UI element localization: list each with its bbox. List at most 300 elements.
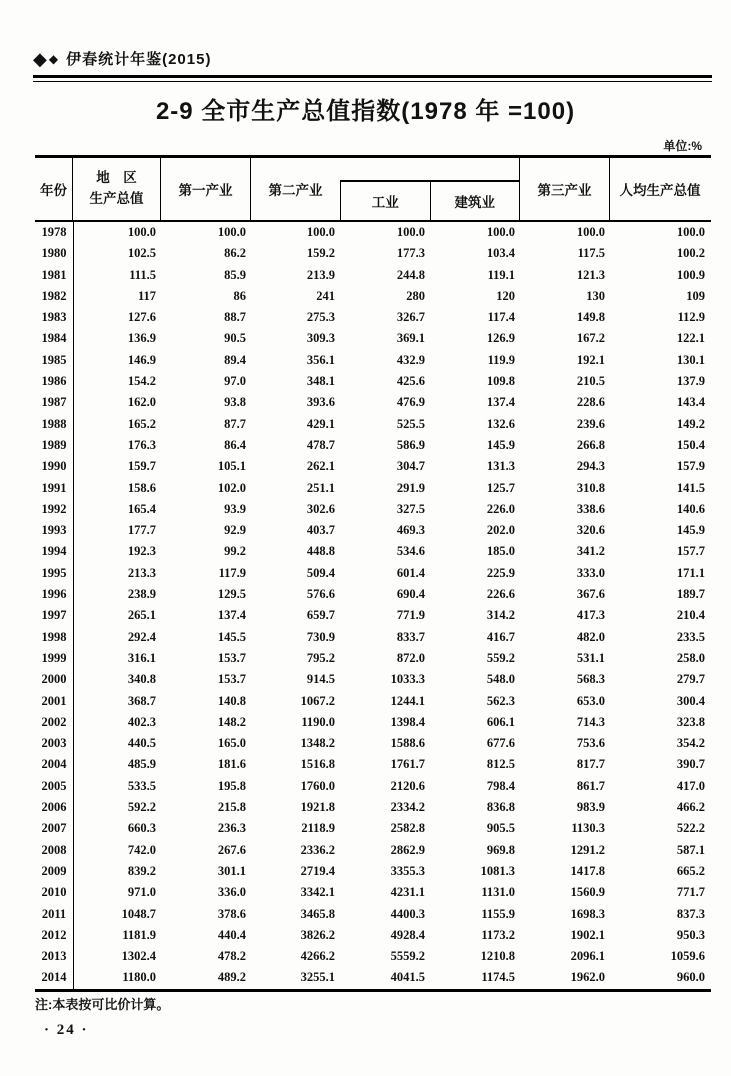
year-cell: 1978 <box>35 222 74 243</box>
table-row <box>35 265 711 286</box>
value-cell: 192.3 <box>127 544 156 559</box>
value-cell: 4400.3 <box>390 906 425 921</box>
value-cell: 86 <box>233 288 246 303</box>
value-cell: 587.1 <box>676 842 705 857</box>
value-cell: 165.0 <box>217 736 246 751</box>
value-cell: 1174.5 <box>481 970 515 985</box>
value-cell: 130.1 <box>676 352 705 367</box>
value-cell: 100.0 <box>127 225 156 239</box>
year-cell: 2014 <box>35 967 74 988</box>
col-header-per-capita-gdp <box>610 158 710 220</box>
value-cell: 233.5 <box>676 629 705 644</box>
value-cell: 145.9 <box>676 523 705 538</box>
table-body <box>35 222 711 992</box>
table-row <box>35 541 711 562</box>
table-row <box>35 605 711 626</box>
value-cell: 1067.2 <box>300 693 335 708</box>
value-cell: 150.4 <box>676 437 705 452</box>
table-row <box>35 776 711 797</box>
value-cell: 378.6 <box>217 906 246 921</box>
value-cell: 86.4 <box>224 437 246 452</box>
value-cell: 102.5 <box>127 246 156 261</box>
year-cell: 2003 <box>35 733 74 754</box>
value-cell: 653.0 <box>576 693 605 708</box>
value-cell: 367.6 <box>576 587 605 602</box>
value-cell: 121.3 <box>576 267 605 282</box>
header-rule-thick <box>33 75 712 78</box>
table-row <box>35 669 711 690</box>
value-cell: 316.1 <box>127 650 156 665</box>
value-cell: 509.4 <box>306 565 335 580</box>
table-row <box>35 754 711 775</box>
table-row <box>35 712 711 733</box>
value-cell: 466.2 <box>676 800 705 815</box>
value-cell: 403.7 <box>306 523 335 538</box>
col-header-gdp-line1: 地 区 <box>96 170 137 186</box>
value-cell: 301.1 <box>217 863 246 878</box>
value-cell: 839.2 <box>127 863 156 878</box>
value-cell: 837.3 <box>676 906 705 921</box>
page-number: · 24 · <box>44 1022 89 1038</box>
value-cell: 1921.8 <box>300 800 335 815</box>
value-cell: 448.8 <box>306 544 335 559</box>
value-cell: 432.9 <box>396 352 425 367</box>
value-cell: 559.2 <box>486 650 515 665</box>
value-cell: 905.5 <box>486 821 515 836</box>
value-cell: 171.1 <box>676 565 705 580</box>
value-cell: 417.3 <box>576 608 605 623</box>
value-cell: 100.0 <box>486 225 515 239</box>
secondary-subcolumns-box <box>340 180 519 220</box>
value-cell: 92.9 <box>224 523 246 538</box>
value-cell: 165.2 <box>127 416 156 431</box>
value-cell: 2719.4 <box>300 863 335 878</box>
value-cell: 1033.3 <box>390 672 425 687</box>
value-cell: 872.0 <box>396 650 425 665</box>
table-header <box>35 155 711 222</box>
year-cell: 1988 <box>35 414 74 435</box>
value-cell: 126.9 <box>486 331 515 346</box>
value-cell: 336.0 <box>217 885 246 900</box>
table-footnote: 注:本表按可比价计算。 <box>35 997 170 1012</box>
value-cell: 213.3 <box>127 565 156 580</box>
value-cell: 146.9 <box>127 352 156 367</box>
value-cell: 2118.9 <box>301 821 335 836</box>
table-row <box>35 882 711 903</box>
value-cell: 300.4 <box>676 693 705 708</box>
value-cell: 771.7 <box>676 885 705 900</box>
value-cell: 167.2 <box>576 331 605 346</box>
value-cell: 262.1 <box>306 459 335 474</box>
value-cell: 1173.2 <box>481 927 515 942</box>
value-cell: 158.6 <box>127 480 156 495</box>
page-title: 2-9 全市生产总值指数(1978 年 =100) <box>155 98 576 125</box>
value-cell: 677.6 <box>486 736 515 751</box>
year-cell: 2007 <box>35 818 74 839</box>
year-cell: 1990 <box>35 456 74 477</box>
value-cell: 983.9 <box>576 800 605 815</box>
value-cell: 177.7 <box>127 523 156 538</box>
value-cell: 90.5 <box>224 331 246 346</box>
value-cell: 238.9 <box>127 587 156 602</box>
year-cell: 1997 <box>35 605 74 626</box>
value-cell: 251.1 <box>306 480 335 495</box>
value-cell: 267.6 <box>217 842 246 857</box>
value-cell: 3255.1 <box>300 970 335 985</box>
value-cell: 368.7 <box>127 693 156 708</box>
year-cell: 2012 <box>35 925 74 946</box>
col-header-primary-label: 第一产业 <box>178 183 233 198</box>
value-cell: 354.2 <box>676 736 705 751</box>
value-cell: 236.3 <box>217 821 246 836</box>
year-cell: 2000 <box>35 669 74 690</box>
value-cell: 606.1 <box>486 714 515 729</box>
value-cell: 969.8 <box>486 842 515 857</box>
value-cell: 2334.2 <box>390 800 425 815</box>
value-cell: 310.8 <box>576 480 605 495</box>
value-cell: 440.4 <box>217 927 246 942</box>
value-cell: 119.1 <box>487 267 515 282</box>
value-cell: 93.9 <box>224 501 246 516</box>
diamond-icon: ◆ <box>33 48 48 69</box>
year-cell: 1983 <box>35 307 74 328</box>
value-cell: 266.8 <box>576 437 605 452</box>
table-row <box>35 648 711 669</box>
value-cell: 482.0 <box>576 629 605 644</box>
value-cell: 117 <box>137 288 156 303</box>
value-cell: 154.2 <box>127 374 156 389</box>
value-cell: 102.0 <box>217 480 246 495</box>
value-cell: 323.8 <box>676 714 705 729</box>
value-cell: 241 <box>316 288 335 303</box>
year-cell: 2006 <box>35 797 74 818</box>
value-cell: 4928.4 <box>390 927 425 942</box>
value-cell: 202.0 <box>486 523 515 538</box>
value-cell: 119.9 <box>487 352 515 367</box>
value-cell: 215.8 <box>217 800 246 815</box>
value-cell: 1398.4 <box>390 714 425 729</box>
value-cell: 1516.8 <box>300 757 335 772</box>
value-cell: 1760.0 <box>300 778 335 793</box>
table-row <box>35 222 711 243</box>
value-cell: 817.7 <box>576 757 605 772</box>
value-cell: 1761.7 <box>390 757 425 772</box>
value-cell: 3826.2 <box>300 927 335 942</box>
value-cell: 244.8 <box>396 267 425 282</box>
value-cell: 258.0 <box>676 650 705 665</box>
col-header-secondary-industry-group <box>251 158 520 220</box>
value-cell: 136.9 <box>127 331 156 346</box>
table-row <box>35 371 711 392</box>
table-row <box>35 627 711 648</box>
value-cell: 1902.1 <box>570 927 605 942</box>
value-cell: 159.2 <box>306 246 335 261</box>
value-cell: 210.5 <box>576 374 605 389</box>
value-cell: 714.3 <box>576 714 605 729</box>
year-cell: 2004 <box>35 754 74 775</box>
year-cell: 2002 <box>35 712 74 733</box>
table-row <box>35 350 711 371</box>
value-cell: 1081.3 <box>480 863 515 878</box>
value-cell: 210.4 <box>676 608 705 623</box>
value-cell: 771.9 <box>396 608 425 623</box>
value-cell: 195.8 <box>217 778 246 793</box>
value-cell: 478.2 <box>217 949 246 964</box>
value-cell: 1302.4 <box>121 949 156 964</box>
value-cell: 89.4 <box>224 352 246 367</box>
value-cell: 3342.1 <box>300 885 335 900</box>
col-header-percap-label: 人均生产总值 <box>619 183 701 198</box>
value-cell: 327.5 <box>396 501 425 516</box>
value-cell: 1962.0 <box>570 970 605 985</box>
table-row <box>35 840 711 861</box>
col-header-secondary-label <box>251 158 340 220</box>
value-cell: 478.7 <box>306 437 335 452</box>
value-cell: 348.1 <box>306 374 335 389</box>
year-cell: 1989 <box>35 435 74 456</box>
table-row <box>35 733 711 754</box>
value-cell: 157.9 <box>676 459 705 474</box>
col-header-year <box>35 158 73 220</box>
value-cell: 226.0 <box>486 501 515 516</box>
value-cell: 228.6 <box>576 395 605 410</box>
year-cell: 2010 <box>35 882 74 903</box>
value-cell: 562.3 <box>486 693 515 708</box>
value-cell: 1348.2 <box>300 736 335 751</box>
value-cell: 861.7 <box>576 778 605 793</box>
year-cell: 2013 <box>35 946 74 967</box>
value-cell: 798.4 <box>486 778 515 793</box>
value-cell: 304.7 <box>396 459 425 474</box>
year-cell: 2009 <box>35 861 74 882</box>
col-header-regional-gdp <box>73 158 161 220</box>
year-cell: 1999 <box>35 648 74 669</box>
table-row <box>35 925 711 946</box>
value-cell: 1155.9 <box>481 906 515 921</box>
value-cell: 309.3 <box>306 331 335 346</box>
table-row <box>35 946 711 967</box>
value-cell: 476.9 <box>396 395 425 410</box>
value-cell: 1417.8 <box>570 863 605 878</box>
value-cell: 1291.2 <box>570 842 605 857</box>
table-row <box>35 456 711 477</box>
value-cell: 833.7 <box>396 629 425 644</box>
value-cell: 149.2 <box>676 416 705 431</box>
value-cell: 177.3 <box>396 246 425 261</box>
table-row <box>35 861 711 882</box>
value-cell: 730.9 <box>306 629 335 644</box>
value-cell: 130 <box>586 288 605 303</box>
value-cell: 390.7 <box>676 757 705 772</box>
secondary-label-text: 第二产业 <box>268 183 323 198</box>
value-cell: 93.8 <box>224 395 246 410</box>
value-cell: 148.2 <box>217 714 246 729</box>
value-cell: 213.9 <box>306 267 335 282</box>
value-cell: 132.6 <box>486 416 515 431</box>
year-cell: 1995 <box>35 563 74 584</box>
value-cell: 576.6 <box>306 587 335 602</box>
value-cell: 742.0 <box>127 842 156 857</box>
value-cell: 117.5 <box>577 246 605 261</box>
year-cell: 1996 <box>35 584 74 605</box>
value-cell: 100.2 <box>676 246 705 261</box>
value-cell: 416.7 <box>486 629 515 644</box>
value-cell: 111.5 <box>129 267 156 282</box>
value-cell: 525.5 <box>396 416 425 431</box>
value-cell: 356.1 <box>306 352 335 367</box>
value-cell: 2862.9 <box>390 842 425 857</box>
value-cell: 659.7 <box>306 608 335 623</box>
value-cell: 192.1 <box>576 352 605 367</box>
value-cell: 665.2 <box>676 863 705 878</box>
value-cell: 125.7 <box>486 480 515 495</box>
value-cell: 302.6 <box>306 501 335 516</box>
year-cell: 1981 <box>35 265 74 286</box>
value-cell: 275.3 <box>306 310 335 325</box>
value-cell: 534.6 <box>396 544 425 559</box>
value-cell: 320.6 <box>576 523 605 538</box>
value-cell: 5559.2 <box>390 949 425 964</box>
value-cell: 1130.3 <box>571 821 605 836</box>
col-header-tertiary-industry <box>520 158 610 220</box>
col-header-industry <box>341 182 431 220</box>
table-row <box>35 563 711 584</box>
value-cell: 1698.3 <box>570 906 605 921</box>
value-cell: 265.1 <box>127 608 156 623</box>
value-cell: 3465.8 <box>300 906 335 921</box>
table-row <box>35 243 711 264</box>
year-cell: 2005 <box>35 776 74 797</box>
table-row <box>35 435 711 456</box>
value-cell: 1244.1 <box>390 693 425 708</box>
value-cell: 153.7 <box>217 650 246 665</box>
value-cell: 120 <box>496 288 515 303</box>
value-cell: 1181.9 <box>122 927 156 942</box>
value-cell: 131.3 <box>486 459 515 474</box>
diamond-icon: ◆ <box>48 51 60 66</box>
value-cell: 279.7 <box>676 672 705 687</box>
year-cell: 1992 <box>35 499 74 520</box>
value-cell: 340.8 <box>127 672 156 687</box>
value-cell: 402.3 <box>127 714 156 729</box>
value-cell: 3355.3 <box>390 863 425 878</box>
value-cell: 592.2 <box>127 800 156 815</box>
value-cell: 326.7 <box>396 310 425 325</box>
year-cell: 2008 <box>35 840 74 861</box>
value-cell: 226.6 <box>486 587 515 602</box>
yearbook-brand <box>33 48 211 69</box>
year-cell: 1993 <box>35 520 74 541</box>
year-cell: 1980 <box>35 243 74 264</box>
value-cell: 914.5 <box>306 672 335 687</box>
value-cell: 429.1 <box>306 416 335 431</box>
value-cell: 100.0 <box>676 225 705 239</box>
table-row <box>35 414 711 435</box>
value-cell: 660.3 <box>127 821 156 836</box>
value-cell: 100.0 <box>576 225 605 239</box>
gdp-index-table <box>35 155 711 992</box>
table-row <box>35 286 711 307</box>
value-cell: 2582.8 <box>390 821 425 836</box>
value-cell: 117.9 <box>218 565 246 580</box>
value-cell: 1131.0 <box>481 885 515 900</box>
value-cell: 2096.1 <box>570 949 605 964</box>
header-rule-thin <box>33 81 712 82</box>
value-cell: 369.1 <box>396 331 425 346</box>
value-cell: 99.2 <box>224 544 246 559</box>
table-row <box>35 904 711 925</box>
value-cell: 812.5 <box>486 757 515 772</box>
year-cell: 1982 <box>35 286 74 307</box>
value-cell: 950.3 <box>676 927 705 942</box>
value-cell: 548.0 <box>486 672 515 687</box>
value-cell: 280 <box>406 288 425 303</box>
value-cell: 117.4 <box>487 310 515 325</box>
value-cell: 137.9 <box>676 374 705 389</box>
value-cell: 485.9 <box>127 757 156 772</box>
value-cell: 795.2 <box>306 650 335 665</box>
value-cell: 109.8 <box>486 374 515 389</box>
value-cell: 153.7 <box>217 672 246 687</box>
value-cell: 1210.8 <box>480 949 515 964</box>
table-row <box>35 392 711 413</box>
value-cell: 292.4 <box>127 629 156 644</box>
value-cell: 145.5 <box>217 629 246 644</box>
value-cell: 489.2 <box>217 970 246 985</box>
value-cell: 145.9 <box>486 437 515 452</box>
unit-label: 单位:% <box>663 139 702 153</box>
value-cell: 140.6 <box>676 501 705 516</box>
value-cell: 157.7 <box>676 544 705 559</box>
value-cell: 100.9 <box>676 267 705 282</box>
value-cell: 753.6 <box>576 736 605 751</box>
value-cell: 971.0 <box>127 885 156 900</box>
value-cell: 2336.2 <box>300 842 335 857</box>
value-cell: 341.2 <box>576 544 605 559</box>
year-cell: 1998 <box>35 627 74 648</box>
year-cell: 1985 <box>35 350 74 371</box>
year-cell: 2001 <box>35 691 74 712</box>
value-cell: 87.7 <box>224 416 246 431</box>
value-cell: 4041.5 <box>390 970 425 985</box>
table-row <box>35 967 711 988</box>
table-row <box>35 499 711 520</box>
year-cell: 2011 <box>35 904 74 925</box>
value-cell: 239.6 <box>576 416 605 431</box>
value-cell: 469.3 <box>396 523 425 538</box>
value-cell: 1588.6 <box>390 736 425 751</box>
value-cell: 165.4 <box>127 501 156 516</box>
table-row <box>35 818 711 839</box>
value-cell: 225.9 <box>486 565 515 580</box>
value-cell: 1059.6 <box>670 949 705 964</box>
value-cell: 100.0 <box>396 225 425 239</box>
value-cell: 2120.6 <box>390 778 425 793</box>
year-cell: 1994 <box>35 541 74 562</box>
table-row <box>35 584 711 605</box>
value-cell: 112.9 <box>677 310 705 325</box>
value-cell: 140.8 <box>217 693 246 708</box>
value-cell: 1560.9 <box>570 885 605 900</box>
value-cell: 533.5 <box>127 778 156 793</box>
value-cell: 127.6 <box>127 310 156 325</box>
value-cell: 338.6 <box>576 501 605 516</box>
value-cell: 417.0 <box>676 778 705 793</box>
value-cell: 159.7 <box>127 459 156 474</box>
value-cell: 314.2 <box>486 608 515 623</box>
col-header-year-label: 年份 <box>40 183 67 198</box>
value-cell: 601.4 <box>396 565 425 580</box>
